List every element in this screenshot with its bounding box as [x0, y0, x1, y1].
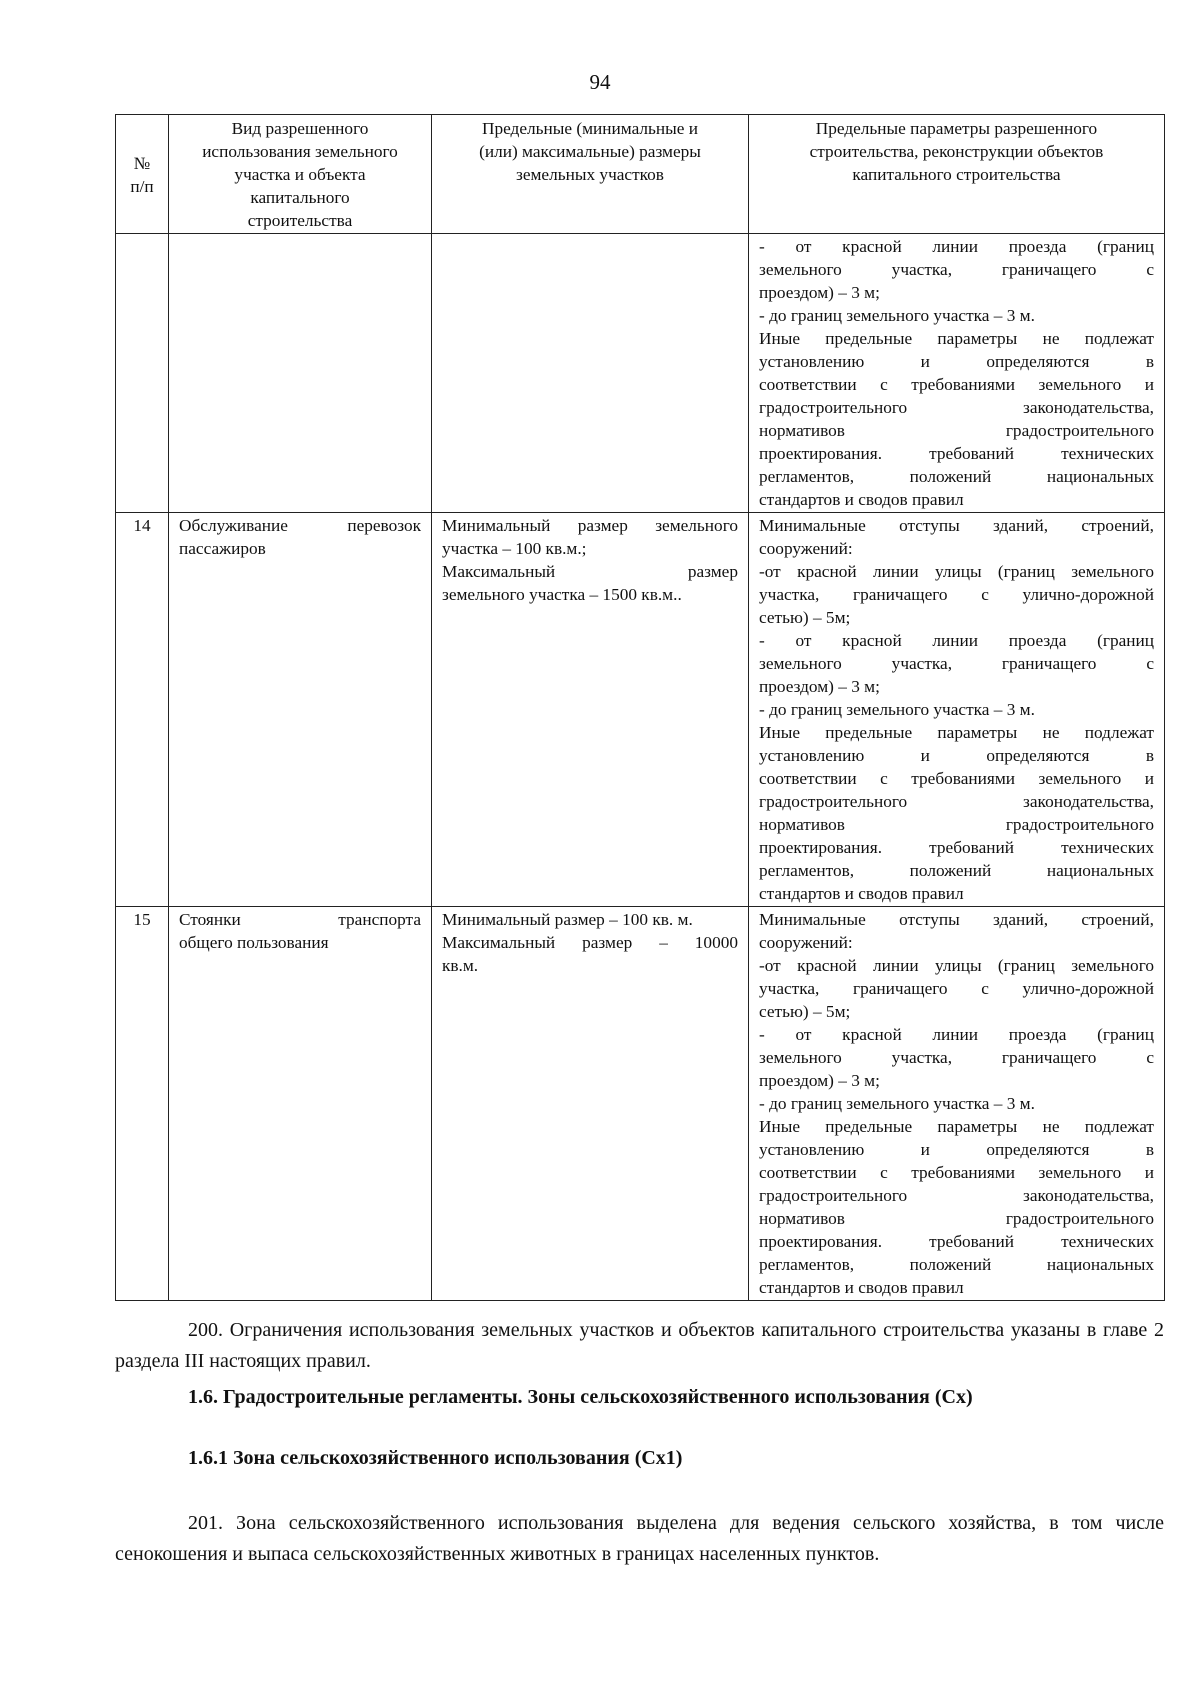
cell-size — [432, 907, 749, 1301]
cell-line: нормативов градостроительного — [759, 815, 1154, 834]
cell-size — [432, 234, 749, 513]
heading-1-6-1: 1.6.1 Зона сельскохозяйственного использования (Сх1) — [188, 1447, 683, 1469]
cell-line: -от красной линии улицы (границ земельного — [759, 956, 1154, 975]
cell-line: - от красной линии проезда (границ — [759, 1025, 1154, 1044]
cell-use — [169, 234, 432, 513]
cell-line: участка, граничащего с улично-дорожной — [759, 979, 1154, 998]
cell-line: сооружений: — [759, 933, 853, 952]
paragraph-201-text: 201. Зона сельскохозяйственного использования выделена для ведения сельского хозяйства, в том числе сенокошения и выпаса сельскохозяйственных животных в границах населенных пунктов. — [115, 1512, 1164, 1565]
cell-num — [116, 234, 169, 513]
cell-line: проездом) – 3 м; — [759, 1071, 880, 1090]
cell-line: сетью) – 5м; — [759, 608, 851, 627]
header-line: № — [133, 153, 151, 173]
cell-line: проездом) – 3 м; — [759, 283, 880, 302]
header-use — [169, 115, 432, 234]
cell-line: стандартов и сводов правил — [759, 884, 964, 903]
cell-line: регламентов, положений национальных — [759, 861, 1154, 880]
paragraph-200-text: 200. Ограничения использования земельных участков и объектов капитального строительства указаны в главе 2 раздела III настоящих правил. — [115, 1319, 1164, 1372]
cell-line: Минимальные отступы зданий, строений, — [759, 910, 1154, 929]
table-row — [116, 513, 1165, 907]
header-num — [116, 115, 169, 234]
table-row — [116, 234, 1165, 513]
cell-line: установлению и определяются в — [759, 746, 1154, 765]
cell-line: земельного участка – 1500 кв.м.. — [442, 585, 682, 604]
cell-params — [749, 907, 1165, 1301]
cell-line: Иные предельные параметры не подлежат — [759, 329, 1154, 348]
cell-line: - от красной линии проезда (границ — [759, 237, 1154, 256]
cell-line: Обслуживание перевозок — [179, 516, 421, 535]
header-line: использования земельного — [202, 142, 398, 161]
cell-line: общего пользования — [179, 933, 329, 952]
cell-params — [749, 513, 1165, 907]
cell-line: кв.м. — [442, 956, 479, 975]
page-number: 94 — [589, 70, 611, 94]
cell-line: стандартов и сводов правил — [759, 1278, 964, 1297]
cell-line: Иные предельные параметры не подлежат — [759, 1117, 1154, 1136]
cell-line: - от красной линии проезда (границ — [759, 631, 1154, 650]
paragraph-200 — [115, 1315, 1164, 1377]
cell-use — [169, 907, 432, 1301]
cell-line: нормативов градостроительного — [759, 1209, 1154, 1228]
cell-num: 15 — [116, 907, 169, 1301]
cell-size — [432, 513, 749, 907]
header-line: Предельные (минимальные и — [481, 119, 699, 138]
header-line: строительства, реконструкции объектов — [809, 142, 1104, 161]
header-size — [432, 115, 749, 234]
cell-line: участка – 100 кв.м.; — [442, 539, 587, 558]
header-line: п/п — [130, 176, 154, 196]
cell-line: земельного участка, граничащего с — [759, 260, 1154, 279]
cell-params — [749, 234, 1165, 513]
cell-line: проектирования. требований технических — [759, 838, 1154, 857]
cell-line: соответствии с требованиями земельного и — [759, 375, 1154, 394]
header-line: (или) максимальные) размеры — [479, 142, 701, 161]
header-line: капитального — [250, 188, 350, 207]
cell-line: Максимальный размер — [442, 562, 738, 581]
cell-line: - до границ земельного участка – 3 м. — [759, 306, 1035, 325]
cell-line: Максимальный размер – 10000 — [442, 933, 738, 952]
cell-line: сооружений: — [759, 539, 853, 558]
table-header-row — [116, 115, 1165, 234]
header-line: строительства — [247, 211, 353, 230]
cell-line: пассажиров — [179, 539, 266, 558]
cell-line: установлению и определяются в — [759, 1140, 1154, 1159]
cell-line: градостроительного законодательства, — [759, 1186, 1154, 1205]
cell-line: градостроительного законодательства, — [759, 398, 1154, 417]
header-line: участка и объекта — [234, 165, 366, 184]
header-line: Предельные параметры разрешенного — [815, 119, 1098, 138]
cell-line: Минимальный размер земельного — [442, 516, 738, 535]
cell-line: проектирования. требований технических — [759, 444, 1154, 463]
cell-line: сетью) – 5м; — [759, 1002, 851, 1021]
table-body — [116, 234, 1165, 1301]
header-line: земельных участков — [516, 165, 664, 184]
cell-line: регламентов, положений национальных — [759, 467, 1154, 486]
cell-num: 14 — [116, 513, 169, 907]
paragraph-201 — [115, 1508, 1164, 1570]
cell-line: участка, граничащего с улично-дорожной — [759, 585, 1154, 604]
cell-line: соответствии с требованиями земельного и — [759, 769, 1154, 788]
cell-line: Иные предельные параметры не подлежат — [759, 723, 1154, 742]
cell-line: соответствии с требованиями земельного и — [759, 1163, 1154, 1182]
heading-1-6: 1.6. Градостроительные регламенты. Зоны сельскохозяйственного использования (Сх) — [188, 1386, 973, 1408]
table-row — [116, 907, 1165, 1301]
cell-line: градостроительного законодательства, — [759, 792, 1154, 811]
cell-line: нормативов градостроительного — [759, 421, 1154, 440]
cell-line: установлению и определяются в — [759, 352, 1154, 371]
cell-line: проектирования. требований технических — [759, 1232, 1154, 1251]
regulations-table — [115, 114, 1165, 1301]
header-params — [749, 115, 1165, 234]
cell-line: - до границ земельного участка – 3 м. — [759, 1094, 1035, 1113]
cell-line: стандартов и сводов правил — [759, 490, 964, 509]
cell-line: регламентов, положений национальных — [759, 1255, 1154, 1274]
cell-line: -от красной линии улицы (границ земельного — [759, 562, 1154, 581]
cell-line: Минимальный размер – 100 кв. м. — [442, 910, 693, 929]
cell-line: Минимальные отступы зданий, строений, — [759, 516, 1154, 535]
header-line: капитального строительства — [852, 165, 1061, 184]
cell-use — [169, 513, 432, 907]
cell-line: земельного участка, граничащего с — [759, 654, 1154, 673]
header-line: Вид разрешенного — [231, 119, 369, 138]
cell-line: земельного участка, граничащего с — [759, 1048, 1154, 1067]
cell-line: проездом) – 3 м; — [759, 677, 880, 696]
cell-line: Стоянки транспорта — [179, 910, 421, 929]
cell-line: - до границ земельного участка – 3 м. — [759, 700, 1035, 719]
